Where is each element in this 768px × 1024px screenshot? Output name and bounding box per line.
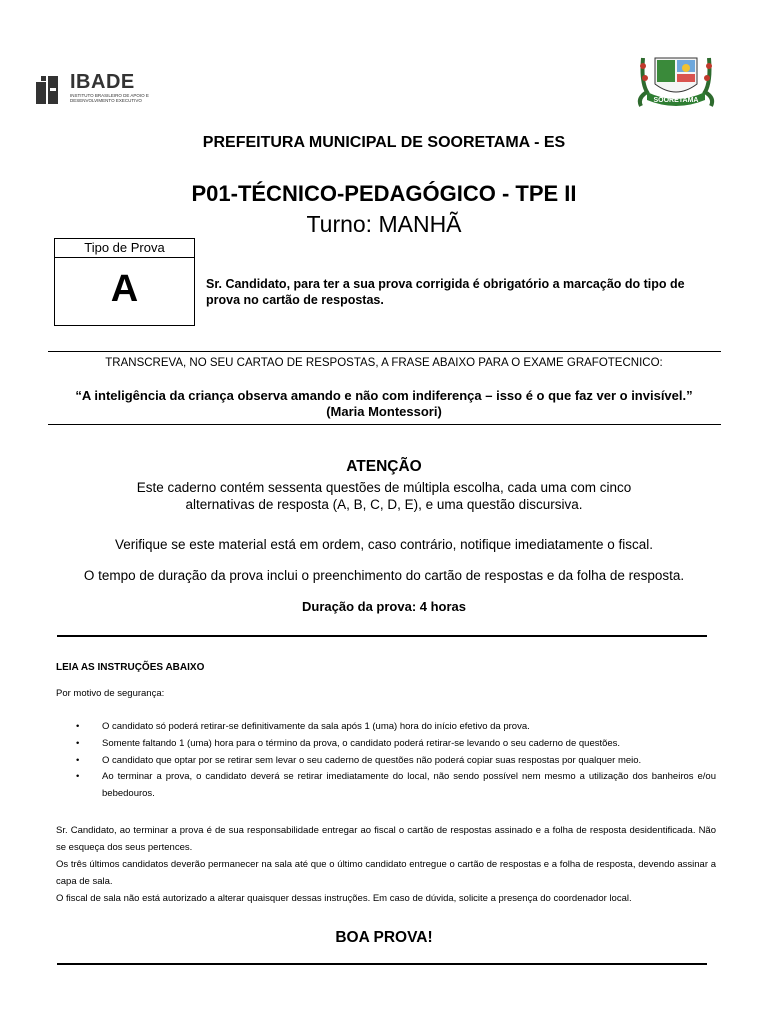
list-item-text: O candidato que optar por se retirar sem levar o seu caderno de questões não poderá copiar suas respostas por qualquer meio. xyxy=(102,754,642,766)
bullet-icon: • xyxy=(76,721,80,732)
duracao-text: Duração da prova: 4 horas xyxy=(302,599,466,614)
instrucoes-list xyxy=(56,719,716,803)
cargo-title: P01-TÉCNICO-PEDAGÓGICO - TPE II xyxy=(191,181,577,206)
seal-banner-text: SOORETAMA xyxy=(653,97,699,104)
verifique-text: Verifique se este material está em ordem, caso contrário, notifique imediatamente o fiscal. xyxy=(114,537,654,552)
bullet-icon: • xyxy=(76,754,80,766)
instrucoes-paragraphs xyxy=(56,822,716,907)
divider xyxy=(57,963,707,965)
list-item xyxy=(56,753,716,770)
list-item xyxy=(56,769,716,803)
tempo-text: O tempo de duração da prova inclui o preenchimento do cartão de respostas e da folha de resposta. xyxy=(83,568,685,583)
ibade-logo-subtext: INSTITUTO BRASILEIRO DE APOIO E DESENVOLVIMENTO EXECUTIVO xyxy=(70,93,149,103)
instrucoes-title: LEIA AS INSTRUÇÕES ABAIXO xyxy=(56,662,205,673)
paragraph: Sr. Candidato, ao terminar a prova é de sua responsabilidade entregar ao fiscal o cartão de respostas assinado e a folha de resposta desidentificada. Não se esqueça dos seus pertences. xyxy=(56,825,716,853)
paragraph: O fiscal de sala não está autorizado a alterar quaisquer dessas instruções. Em caso de dúvida, solicite a presença do coordenador local. xyxy=(56,893,632,904)
tipo-prova-box xyxy=(54,238,195,326)
list-item xyxy=(56,719,716,736)
aviso-tipo-prova: Sr. Candidato, para ter a sua prova corrigida é obrigatório a marcação do tipo de prova no cartão de respostas. xyxy=(206,277,685,307)
frase-grafotecnico: “A inteligência da criança observa amando e não com indiferença – isso é o que faz ver o invisível.” (Maria Montessori) xyxy=(75,388,693,419)
tipo-prova-label: Tipo de Prova xyxy=(55,239,194,258)
divider xyxy=(48,424,721,425)
bullet-icon: • xyxy=(76,771,80,783)
turno-text: Turno: MANHÃ xyxy=(306,211,462,237)
ibade-logo-text: IBADE xyxy=(70,71,135,93)
list-item-text: Somente faltando 1 (uma) hora para o término da prova, o candidato poderá retirar-se levando o seu caderno de questões. xyxy=(102,737,621,749)
divider xyxy=(57,635,707,637)
instrucoes-motivo: Por motivo de segurança: xyxy=(56,688,165,699)
paragraph: Os três últimos candidatos deverão permanecer na sala até que o último candidato entregue o cartão de respostas e a folha de resposta, devendo assinar a capa de sala. xyxy=(56,859,716,887)
bullet-icon: • xyxy=(76,737,80,749)
sooretama-seal-icon xyxy=(633,52,719,112)
tipo-prova-letter: A xyxy=(110,268,139,310)
list-item-text: O candidato só poderá retirar-se definitivamente da sala após 1 (uma) hora do início efetivo da prova. xyxy=(102,721,530,732)
divider xyxy=(48,351,721,352)
atencao-title: ATENÇÃO xyxy=(346,458,422,475)
atencao-body: Este caderno contém sessenta questões de múltipla escolha, cada uma com cinco alternativas de resposta (A, B, C, D, E), e uma questão discursiva. xyxy=(136,480,632,512)
list-item xyxy=(56,736,716,753)
transcreva-instruction: TRANSCREVA, NO SEU CARTAO DE RESPOSTAS, A FRASE ABAIXO PARA O EXAME GRAFOTECNICO: xyxy=(105,357,663,369)
prefeitura-title: PREFEITURA MUNICIPAL DE SOORETAMA - ES xyxy=(202,134,566,151)
list-item-text: Ao terminar a prova, o candidato deverá se retirar imediatamente do local, não sendo possível nem mesmo a utilização dos banheiros e/ou bebedouros. xyxy=(102,771,716,800)
boa-prova-text: BOA PROVA! xyxy=(335,929,433,946)
